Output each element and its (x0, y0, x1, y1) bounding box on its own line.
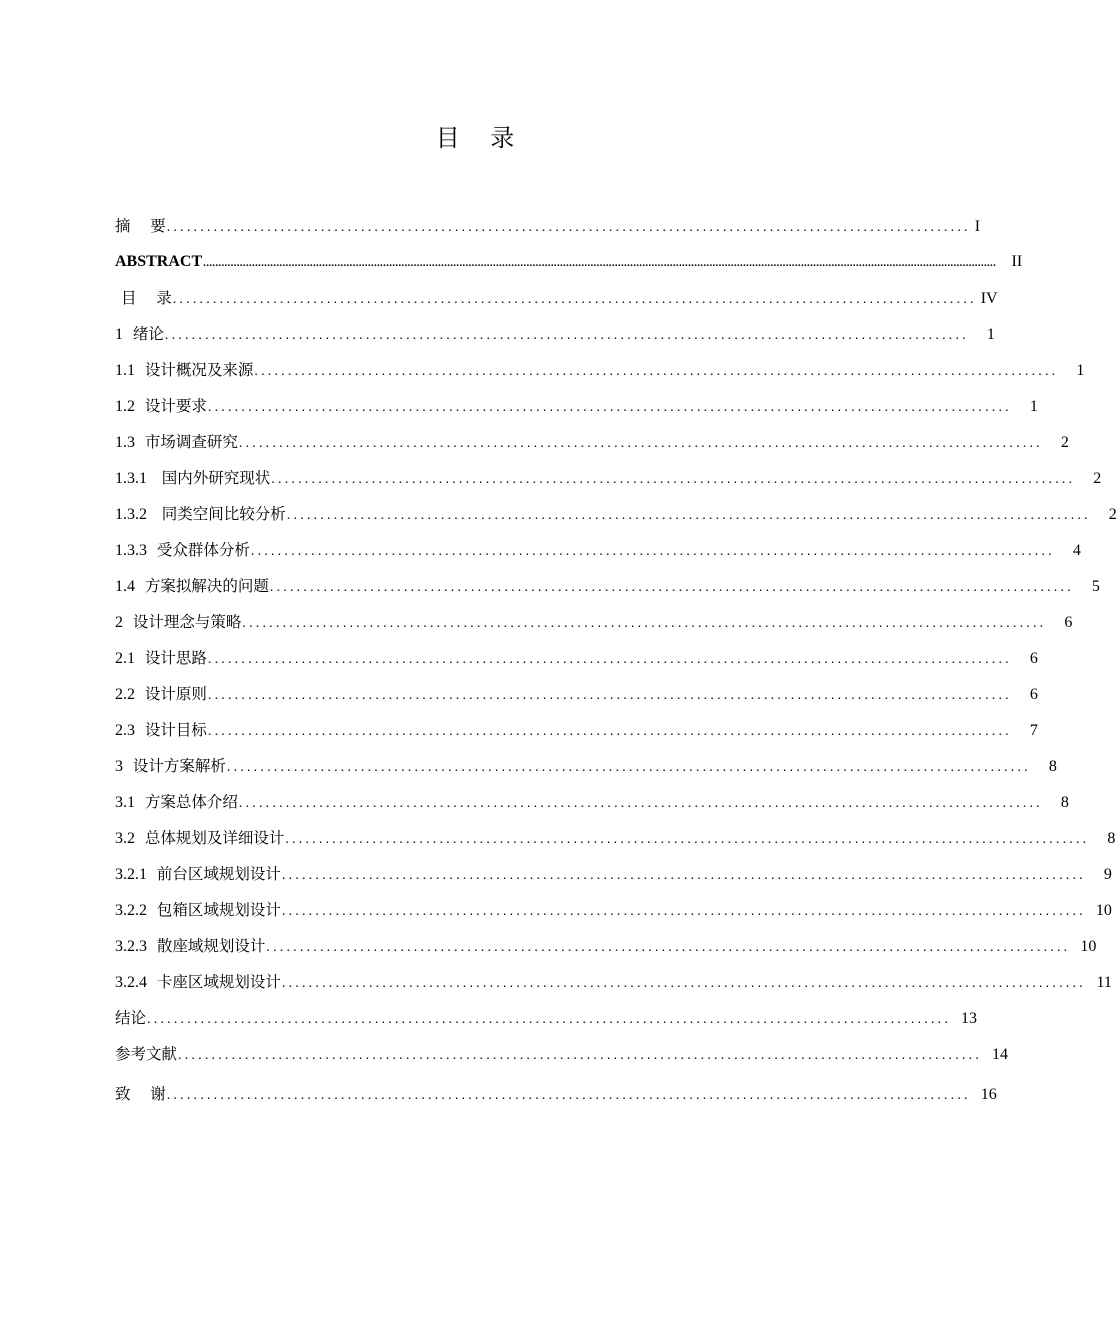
toc-entry-label (115, 712, 207, 749)
toc-entry-page: 8 (1060, 794, 1069, 811)
toc-dot-leader: ........................................................................................................................ (207, 652, 1012, 667)
toc-entry-number: 1.3.2 (115, 506, 147, 523)
toc-dot-leader: ........................................................................................................................ (238, 436, 1043, 451)
toc-entry-label (115, 820, 284, 857)
toc-dot-leader: ........................................................................................................................ (147, 1012, 952, 1027)
toc-dot-leader: ........................................................................................................................ (166, 1088, 971, 1103)
toc-entry-title: 同类空间比较分析 (156, 505, 286, 523)
toc-entry-title: 国内外研究现状 (156, 469, 271, 487)
toc-entry[interactable] (115, 244, 1023, 280)
toc-entry-label (115, 640, 207, 677)
toc-dot-leader: ........................................................................................................................ (207, 400, 1012, 415)
toc-entry-page: 16 (980, 1086, 997, 1103)
toc-entry[interactable] (115, 496, 1117, 532)
toc-entry-label (115, 244, 202, 280)
toc-entry-title: 设计思路 (144, 649, 207, 667)
toc-entry-page: II (1011, 253, 1023, 270)
toc-entry-page: 9 (1103, 866, 1112, 883)
toc-entry-number: 3.2.4 (115, 974, 147, 991)
toc-entry-label (115, 1000, 146, 1036)
toc-entry-label (115, 532, 250, 569)
toc-entry-page: 1 (986, 326, 995, 343)
toc-entry[interactable] (115, 424, 1069, 460)
toc-entry-title: 方案拟解决的问题 (144, 577, 269, 595)
toc-entry[interactable] (115, 820, 1116, 856)
toc-entry[interactable] (115, 784, 1069, 820)
toc-entry-title: 方案总体介绍 (144, 793, 238, 811)
toc-entry[interactable] (115, 892, 1112, 928)
toc-entry-page: 5 (1091, 578, 1100, 595)
toc-entry-number: 3 (115, 758, 123, 775)
toc-entry[interactable] (115, 640, 1038, 676)
toc-dot-leader: ........................................................................................................................ (281, 904, 1086, 919)
toc-dot-leader: ........................................................................................................................ (172, 292, 977, 307)
toc-dot-leader: ........................................................................................................................ (164, 328, 969, 343)
toc-entry-label (115, 424, 238, 461)
toc-entry-title: 设计概况及来源 (144, 361, 254, 379)
toc-entry-title: 设计目标 (144, 721, 207, 739)
toc-entry-page: 8 (1107, 830, 1116, 847)
toc-dot-leader: ........................................................................................................................ (242, 616, 1047, 631)
toc-entry-label (115, 928, 265, 965)
toc-entry-number: 2.2 (115, 686, 135, 703)
toc-entry-title: 目 录 (121, 289, 172, 307)
toc-entry-label (115, 496, 286, 533)
toc-dot-leader: ........................................................................................................................ (166, 220, 971, 235)
toc-entry-title: 设计要求 (144, 397, 207, 415)
toc-entry-number: 1.1 (115, 362, 135, 379)
toc-entry-number: 1 (115, 326, 123, 343)
toc-entry-title: 包箱区域规划设计 (156, 901, 281, 919)
toc-entry-number: 3.1 (115, 794, 135, 811)
toc-entry[interactable] (115, 604, 1073, 640)
toc-dot-leader: ........................................................................................................................ (269, 580, 1074, 595)
toc-dot-leader: ........................................................................................................................ (271, 472, 1076, 487)
toc-entry-label (115, 388, 207, 425)
toc-entry-label (115, 1076, 166, 1112)
toc-entry-page: 7 (1029, 722, 1038, 739)
toc-entry-label (115, 208, 166, 244)
table-of-contents (115, 208, 1117, 1112)
toc-entry-title: 市场调查研究 (144, 433, 238, 451)
toc-entry-number: 3.2.3 (115, 938, 147, 955)
toc-entry-page: 8 (1048, 758, 1057, 775)
toc-entry-number: 3.2 (115, 830, 135, 847)
toc-entry-page: 6 (1064, 614, 1073, 631)
toc-entry-number: 2.1 (115, 650, 135, 667)
toc-entry[interactable] (115, 280, 998, 316)
toc-entry-title: 设计方案解析 (132, 757, 226, 775)
toc-entry-title: 绪论 (132, 325, 164, 343)
toc-entry-page: 6 (1029, 650, 1038, 667)
toc-entry-page: IV (980, 290, 998, 307)
toc-dot-leader: ........................................................................................................................ (266, 940, 1071, 955)
toc-dot-leader: .................................................................................................................................................................................................................................................................... (203, 257, 997, 269)
toc-entry-page: 2 (1093, 470, 1102, 487)
toc-entry[interactable] (115, 712, 1038, 748)
toc-entry-title: 受众群体分析 (156, 541, 250, 559)
toc-entry-label (115, 856, 281, 893)
toc-dot-leader: ........................................................................................................................ (250, 544, 1055, 559)
toc-entry-title: 设计理念与策略 (132, 613, 242, 631)
toc-entry[interactable] (115, 928, 1097, 964)
toc-entry-label (115, 748, 226, 785)
page-title: 目 录 (435, 124, 515, 152)
toc-entry-page: 6 (1029, 686, 1038, 703)
toc-entry-title: 摘 要 (115, 217, 166, 235)
toc-entry-page: 1 (1076, 362, 1085, 379)
toc-entry-number: 1.3.1 (115, 470, 147, 487)
toc-dot-leader: ........................................................................................................................ (281, 976, 1086, 991)
toc-entry-number: 1.2 (115, 398, 135, 415)
toc-entry[interactable] (115, 1076, 997, 1112)
toc-entry-page: 11 (1096, 974, 1112, 991)
toc-entry[interactable] (115, 316, 995, 352)
toc-entry-number: 2.3 (115, 722, 135, 739)
toc-entry[interactable] (115, 676, 1038, 712)
toc-entry-page: 14 (992, 1046, 1009, 1063)
toc-entry-page: 13 (961, 1010, 978, 1027)
toc-entry-label (115, 352, 253, 389)
toc-entry-title: 总体规划及详细设计 (144, 829, 285, 847)
toc-entry-number: 1.3.3 (115, 542, 147, 559)
toc-dot-leader: ........................................................................................................................ (238, 796, 1043, 811)
toc-entry[interactable] (115, 460, 1102, 496)
toc-entry[interactable] (115, 388, 1038, 424)
toc-entry-label (115, 280, 172, 316)
toc-dot-leader: ........................................................................................................................ (281, 868, 1086, 883)
toc-entry[interactable] (115, 748, 1057, 784)
toc-entry-label (115, 964, 281, 1001)
toc-entry-number: 2 (115, 614, 123, 631)
toc-entry[interactable] (115, 1000, 978, 1036)
toc-entry[interactable] (115, 352, 1085, 388)
toc-entry-page: 10 (1095, 902, 1112, 919)
toc-entry-label (115, 676, 207, 713)
toc-entry-title: 卡座区域规划设计 (156, 973, 281, 991)
toc-entry-label (115, 1036, 177, 1072)
toc-entry-label (115, 568, 269, 605)
toc-entry-page: 1 (1029, 398, 1038, 415)
toc-entry-title: ABSTRACT (115, 253, 203, 270)
toc-entry-page: 2 (1108, 506, 1117, 523)
toc-entry-page: 4 (1072, 542, 1081, 559)
toc-entry[interactable] (115, 532, 1081, 568)
toc-entry-number: 1.4 (115, 578, 135, 595)
toc-dot-leader: ........................................................................................................................ (286, 508, 1091, 523)
toc-entry-number: 3.2.1 (115, 866, 147, 883)
toc-entry-page: 10 (1080, 938, 1097, 955)
toc-entry-number: 1.3 (115, 434, 135, 451)
toc-entry[interactable] (115, 208, 981, 244)
toc-entry[interactable] (115, 964, 1112, 1000)
toc-entry-label (115, 604, 241, 641)
toc-entry[interactable] (115, 856, 1112, 892)
toc-entry-label (115, 784, 238, 821)
toc-entry-title: 设计原则 (144, 685, 207, 703)
toc-entry-page: 2 (1060, 434, 1069, 451)
toc-dot-leader: ........................................................................................................................ (254, 364, 1059, 379)
toc-entry-page: I (974, 218, 981, 235)
toc-dot-leader: ........................................................................................................................ (207, 724, 1012, 739)
toc-dot-leader: ........................................................................................................................ (207, 688, 1012, 703)
toc-entry-title: 参考文献 (115, 1045, 178, 1063)
toc-dot-leader: ........................................................................................................................ (285, 832, 1090, 847)
toc-entry[interactable] (115, 568, 1100, 604)
toc-entry-number: 3.2.2 (115, 902, 147, 919)
toc-dot-leader: ........................................................................................................................ (226, 760, 1031, 775)
toc-entry-label (115, 892, 281, 929)
toc-entry-title: 致 谢 (115, 1085, 166, 1103)
toc-entry-label (115, 460, 270, 497)
toc-entry-title: 前台区域规划设计 (156, 865, 281, 883)
toc-entry[interactable] (115, 1036, 1009, 1072)
toc-entry-label (115, 316, 164, 353)
toc-entry-title: 结论 (115, 1009, 147, 1027)
toc-dot-leader: ........................................................................................................................ (178, 1048, 983, 1063)
toc-entry-title: 散座域规划设计 (156, 937, 266, 955)
